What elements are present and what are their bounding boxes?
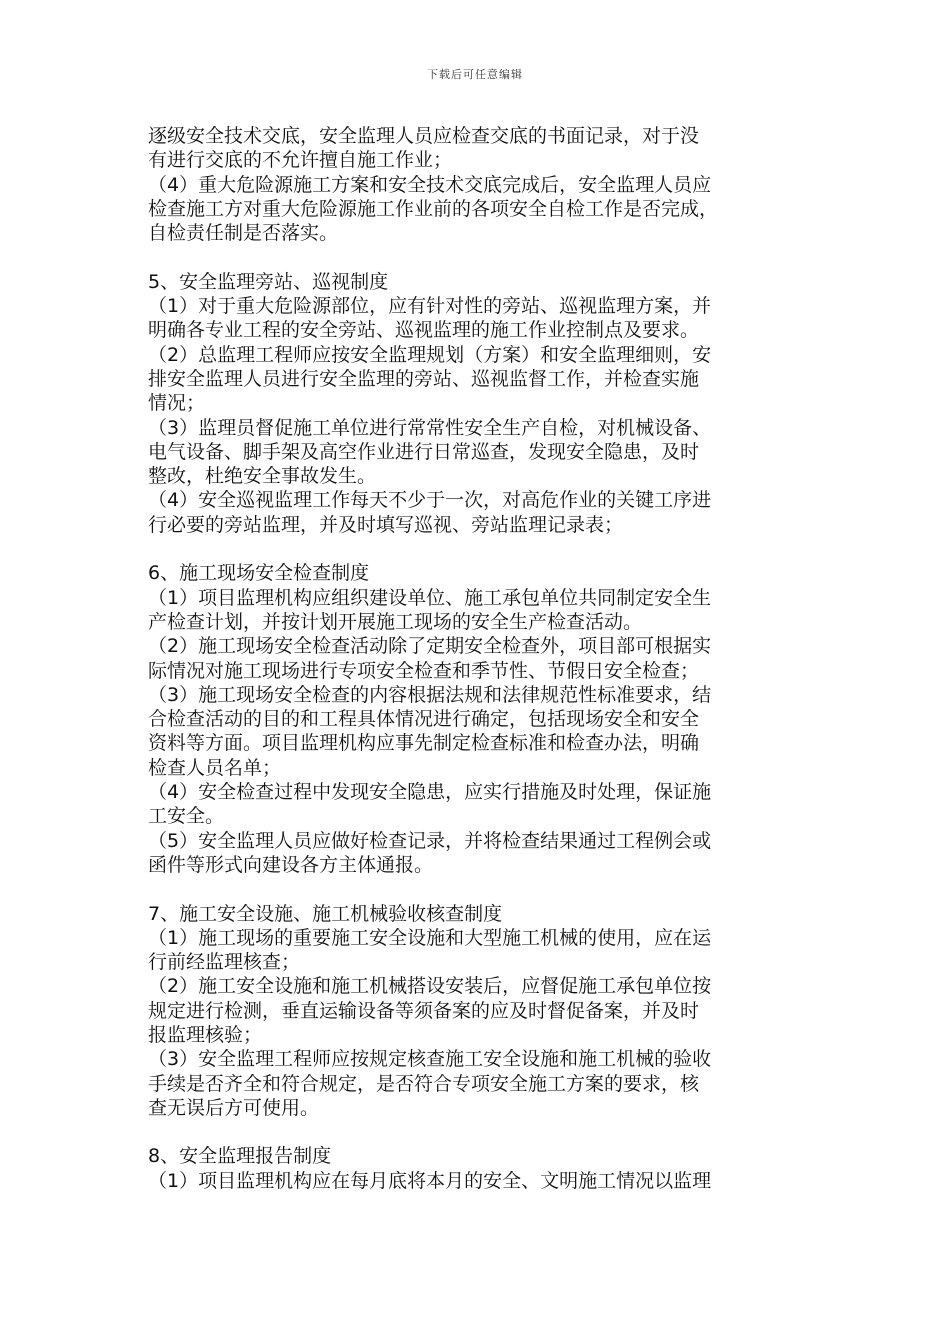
text-line: 查无误后方可使用。	[148, 1096, 320, 1119]
text-line: （3）施工现场安全检查的内容根据法规和法律规范性标准要求，结	[148, 683, 712, 706]
section-heading-text: 5、安全监理旁站、巡视制度	[148, 270, 389, 293]
paragraph	[148, 343, 813, 416]
text-line: 函件等形式向建设各方主体通报。	[148, 853, 434, 876]
text-line: （4）安全检查过程中发现安全隐患，应实行措施及时处理，保证施	[148, 781, 712, 804]
text-line: （4）安全巡视监理工作每天不少于一次，对高危作业的关键工序进	[148, 489, 712, 512]
text-line: （1）项目监理机构应在每月底将本月的安全、文明施工情况以监理	[148, 1169, 712, 1192]
paragraph	[148, 974, 813, 1047]
text-line: 合检查活动的目的和工程具体情况进行确定，包括现场安全和安全	[148, 708, 700, 731]
paragraph	[148, 780, 813, 829]
text-line: 资料等方面。项目监理机构应事先制定检查标准和检查办法，明确	[148, 732, 700, 755]
paragraph-spacer	[148, 537, 813, 561]
text-line: （2）施工现场安全检查活动除了定期安全检查外，项目部可根据实	[148, 635, 712, 658]
paragraph	[148, 829, 813, 878]
paragraph	[148, 586, 813, 635]
text-line: （1）施工现场的重要施工安全设施和大型施工机械的使用，应在运	[148, 926, 712, 949]
section-heading-text: 6、施工现场安全检查制度	[148, 562, 370, 585]
paragraph	[148, 1047, 813, 1120]
text-line: 规定进行检测，垂直运输设备等须备案的应及时督促备案，并及时	[148, 999, 700, 1022]
text-line: （2）总监理工程师应按安全监理规划（方案）和安全监理细则，安	[148, 343, 712, 366]
paragraph	[148, 634, 813, 683]
text-line: 报监理核验；	[148, 1023, 263, 1046]
text-line: （4）重大危险源施工方案和安全技术交底完成后，安全监理人员应	[148, 173, 712, 196]
text-line: （1）项目监理机构应组织建设单位、施工承包单位共同制定安全生	[148, 586, 712, 609]
text-line: 自检责任制是否落实。	[148, 222, 339, 245]
text-line: （1）对于重大危险源部位，应有针对性的旁站、巡视监理方案，并	[148, 295, 712, 318]
text-line: 电气设备、脚手架及高空作业进行日常巡查，发现安全隐患，及时	[148, 440, 700, 463]
section-heading-text: 7、施工安全设施、施工机械验收核查制度	[148, 902, 503, 925]
text-line: 检查人员名单；	[148, 756, 282, 779]
paragraph	[148, 173, 813, 246]
paragraph-spacer	[148, 877, 813, 901]
text-line: （5）安全监理人员应做好检查记录，并将检查结果通过工程例会或	[148, 829, 712, 852]
text-line: （3）安全监理工程师应按规定核查施工安全设施和施工机械的验收	[148, 1048, 712, 1071]
paragraph-spacer	[148, 1120, 813, 1144]
paragraph	[148, 1169, 813, 1193]
text-line: 明确各专业工程的安全旁站、巡视监理的施工作业控制点及要求。	[148, 319, 700, 342]
section-heading-text: 8、安全监理报告制度	[148, 1145, 332, 1168]
paragraph	[148, 926, 813, 975]
text-line: 情况；	[148, 392, 206, 415]
text-line: 行必要的旁站监理，并及时填写巡视、旁站监理记录表；	[148, 513, 624, 536]
page-header: 下载后可任意编辑	[427, 68, 523, 81]
paragraph-spacer	[148, 245, 813, 269]
text-line: 行前经监理核查；	[148, 951, 301, 974]
text-line: 整改，杜绝安全事故发生。	[148, 465, 377, 488]
paragraph	[148, 488, 813, 537]
section-heading	[148, 270, 813, 294]
text-line: 工安全。	[148, 805, 225, 828]
text-line: （2）施工安全设施和施工机械搭设安装后，应督促施工承包单位按	[148, 975, 712, 998]
text-line: 逐级安全技术交底，安全监理人员应检查交底的书面记录，对于没	[148, 125, 700, 147]
section-heading	[148, 1144, 813, 1168]
section-heading	[148, 561, 813, 585]
text-line: 排安全监理人员进行安全监理的旁站、巡视监督工作，并检查实施	[148, 367, 700, 390]
paragraph	[148, 416, 813, 489]
text-line: 有进行交底的不允许擅自施工作业；	[148, 149, 453, 172]
paragraph	[148, 294, 813, 343]
text-line: 产检查计划，并按计划开展施工现场的安全生产检查活动。	[148, 610, 643, 633]
paragraph	[148, 683, 813, 780]
text-line: 际情况对施工现场进行专项安全检查和季节性、节假日安全检查；	[148, 659, 700, 682]
text-line: 手续是否齐全和符合规定，是否符合专项安全施工方案的要求，核	[148, 1072, 700, 1095]
paragraph	[148, 124, 813, 173]
section-heading	[148, 902, 813, 926]
text-line: （3）监理员督促施工单位进行常常性安全生产自检，对机械设备、	[148, 416, 712, 439]
text-line: 检查施工方对重大危险源施工作业前的各项安全自检工作是否完成，	[148, 197, 719, 220]
document-body	[148, 124, 813, 1193]
